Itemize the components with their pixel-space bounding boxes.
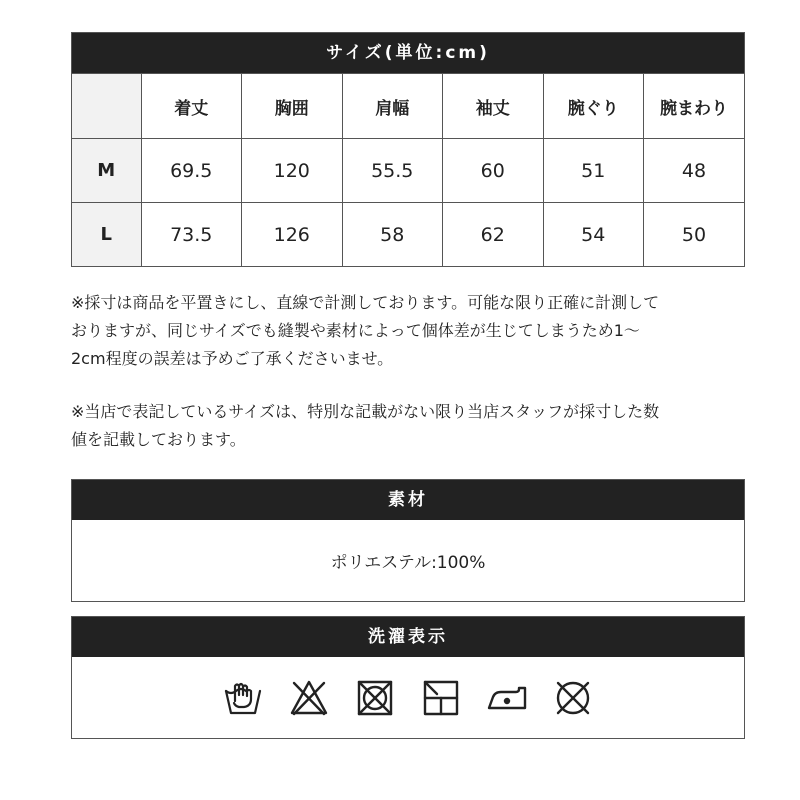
table-cell: 51: [543, 139, 644, 203]
row-label: L: [72, 203, 141, 267]
hand-wash-icon: [222, 677, 264, 719]
size-notation-note: [71, 398, 751, 454]
no-tumble-dry-icon: [354, 677, 396, 719]
note-line: ※当店で表記しているサイズは、特別な記載がない限り当店スタッフが採寸した数: [71, 402, 660, 421]
column-header: 肩幅: [342, 74, 443, 139]
column-header: 着丈: [141, 74, 242, 139]
line-dry-shade-icon: [420, 677, 462, 719]
table-cell: 126: [242, 203, 343, 267]
size-table: [72, 73, 744, 266]
table-cell: 54: [543, 203, 644, 267]
corner-cell: [72, 74, 141, 139]
table-cell: 62: [443, 203, 544, 267]
iron-low-icon: [486, 677, 528, 719]
table-cell: 48: [644, 139, 745, 203]
table-cell: 55.5: [342, 139, 443, 203]
size-table-header-row: [72, 74, 744, 139]
column-header: 袖丈: [443, 74, 544, 139]
table-row: [72, 203, 744, 267]
note-line: 2cm程度の誤差は予めご了承くださいませ。: [71, 349, 394, 368]
table-cell: 50: [644, 203, 745, 267]
table-cell: 58: [342, 203, 443, 267]
note-line: 値を記載しております。: [71, 430, 246, 449]
note-line: ※採寸は商品を平置きにし、直線で計測しております。可能な限り正確に計測して: [71, 293, 660, 312]
table-cell: 69.5: [141, 139, 242, 203]
material-value: ポリエステル:100%: [330, 553, 486, 573]
table-cell: 60: [443, 139, 544, 203]
material-header: 素材: [72, 480, 744, 520]
material-section: [71, 479, 745, 602]
size-section: [71, 32, 745, 267]
row-label: M: [72, 139, 141, 203]
no-dry-clean-icon: [552, 677, 594, 719]
care-icons: [72, 657, 744, 738]
column-header: 胸囲: [242, 74, 343, 139]
column-header: 腕ぐり: [543, 74, 644, 139]
column-header: 腕まわり: [644, 74, 745, 139]
measurement-note: [71, 289, 751, 373]
care-header: 洗濯表示: [72, 617, 744, 657]
size-header: サイズ(単位:cm): [72, 33, 744, 73]
table-cell: 120: [242, 139, 343, 203]
note-line: おりますが、同じサイズでも縫製や素材によって個体差が生じてしまうため1〜: [71, 321, 640, 340]
table-row: [72, 139, 744, 203]
care-section: [71, 616, 745, 739]
no-bleach-icon: [288, 677, 330, 719]
table-cell: 73.5: [141, 203, 242, 267]
